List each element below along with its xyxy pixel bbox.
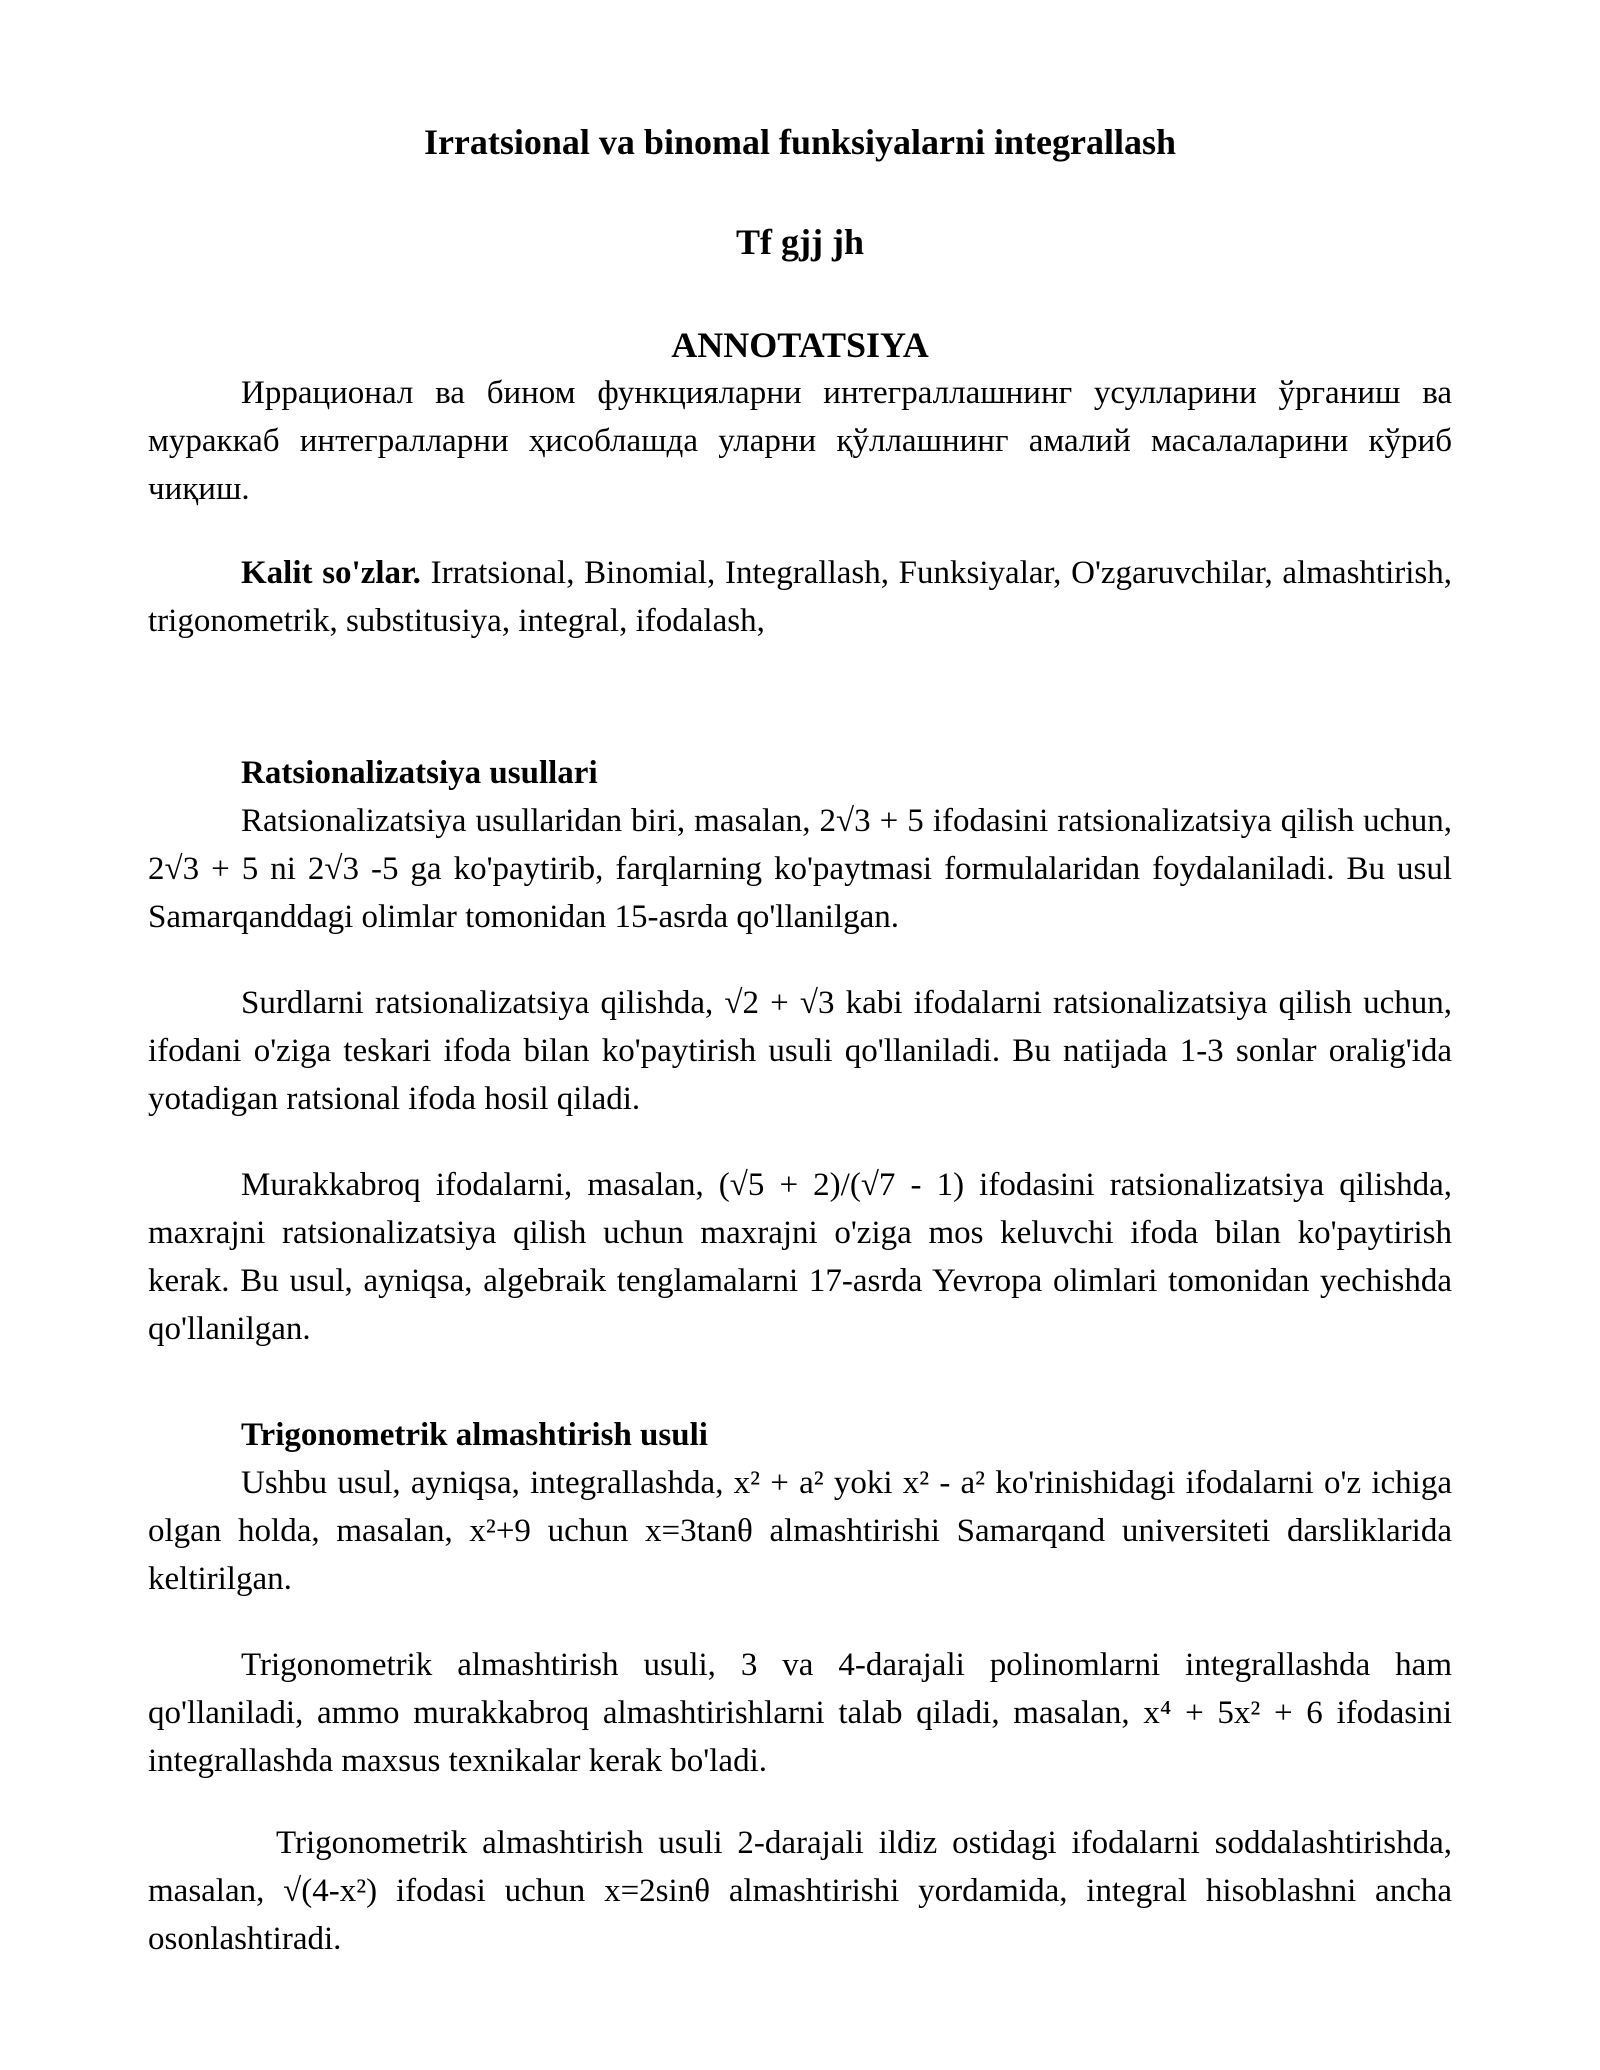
body-paragraph: Murakkabroq ifodalarni, masalan, (√5 + 2)/(√7 - 1) ifodasini ratsionalizatsiya qilishda, maxrajni ratsionalizatsiya qilish uchun maxrajni o'ziga mos keluvchi ifoda bilan ko'paytirish kerak. Bu usul, ayniqsa, algebraik tenglamalarni 17-asrda Yevropa olimlari tomonidan yechishda qo'llanilgan.	[148, 1167, 1452, 1347]
keywords-label: Kalit so'zlar.	[241, 555, 421, 591]
keywords-paragraph	[148, 549, 1452, 645]
section-heading-trigonometrik-almashtirish-usuli: Trigonometrik almashtirish usuli	[241, 1417, 708, 1453]
body-paragraph: Ratsionalizatsiya usullaridan biri, masalan, 2√3 + 5 ifodasini ratsionalizatsiya qilish uchun, 2√3 + 5 ni 2√3 -5 ga ko'paytirib, farqlarning ko'paytmasi formulalaridan foydalaniladi. Bu usul Samarqanddagi olimlar tomonidan 15-asrda qo'llanilgan.	[148, 803, 1452, 935]
annotation-heading: ANNOTATSIYA	[671, 325, 929, 365]
body-paragraph: Ushbu usul, ayniqsa, integrallashda, x² + a² yoki x² - a² ko'rinishidagi ifodalarni o'z ichiga olgan holda, masalan, x²+9 uchun x=3tanθ almashtirishi Samarqand universiteti darsliklarida keltirilgan.	[148, 1465, 1452, 1597]
keywords-text: Irratsional, Binomial, Integrallash, Funksiyalar, O'zgaruvchilar, almashtirish, trigonometrik, substitusiya, integral, ifodalash,	[148, 555, 1452, 639]
section-heading-ratsionalizatsiya-usullari: Ratsionalizatsiya usullari	[241, 755, 598, 791]
body-paragraph: Trigonometrik almashtirish usuli, 3 va 4-darajali polinomlarni integrallashda ham qo'llaniladi, ammo murakkabroq almashtirishlarni talab qiladi, masalan, x⁴ + 5x² + 6 ifodasini integrallashda maxsus texnikalar kerak bo'ladi.	[148, 1647, 1452, 1779]
body-paragraph: Trigonometrik almashtirish usuli 2-darajali ildiz ostidagi ifodalarni soddalashtirishda, masalan, √(4-x²) ifodasi uchun x=2sinθ almashtirishi yordamida, integral hisoblashni ancha osonlashtiradi.	[148, 1825, 1452, 1957]
annotation-paragraph: Иррационал ва бином функцияларни интеграллашнинг усулларини ўрганиш ва мураккаб интегралларни ҳисоблашда уларни қўллашнинг амалий масалаларини кўриб чиқиш.	[148, 375, 1452, 507]
doc-title: Irratsional va binomal funksiyalarni integrallash	[423, 122, 1177, 162]
body-paragraph: Surdlarni ratsionalizatsiya qilishda, √2 + √3 kabi ifodalarni ratsionalizatsiya qilish uchun, ifodani o'ziga teskari ifoda bilan ko'paytirish usuli qo'llaniladi. Bu natijada 1-3 sonlar oralig'ida yotadigan ratsional ifoda hosil qiladi.	[148, 985, 1452, 1117]
doc-subtitle: Tf gjj jh	[736, 222, 864, 262]
